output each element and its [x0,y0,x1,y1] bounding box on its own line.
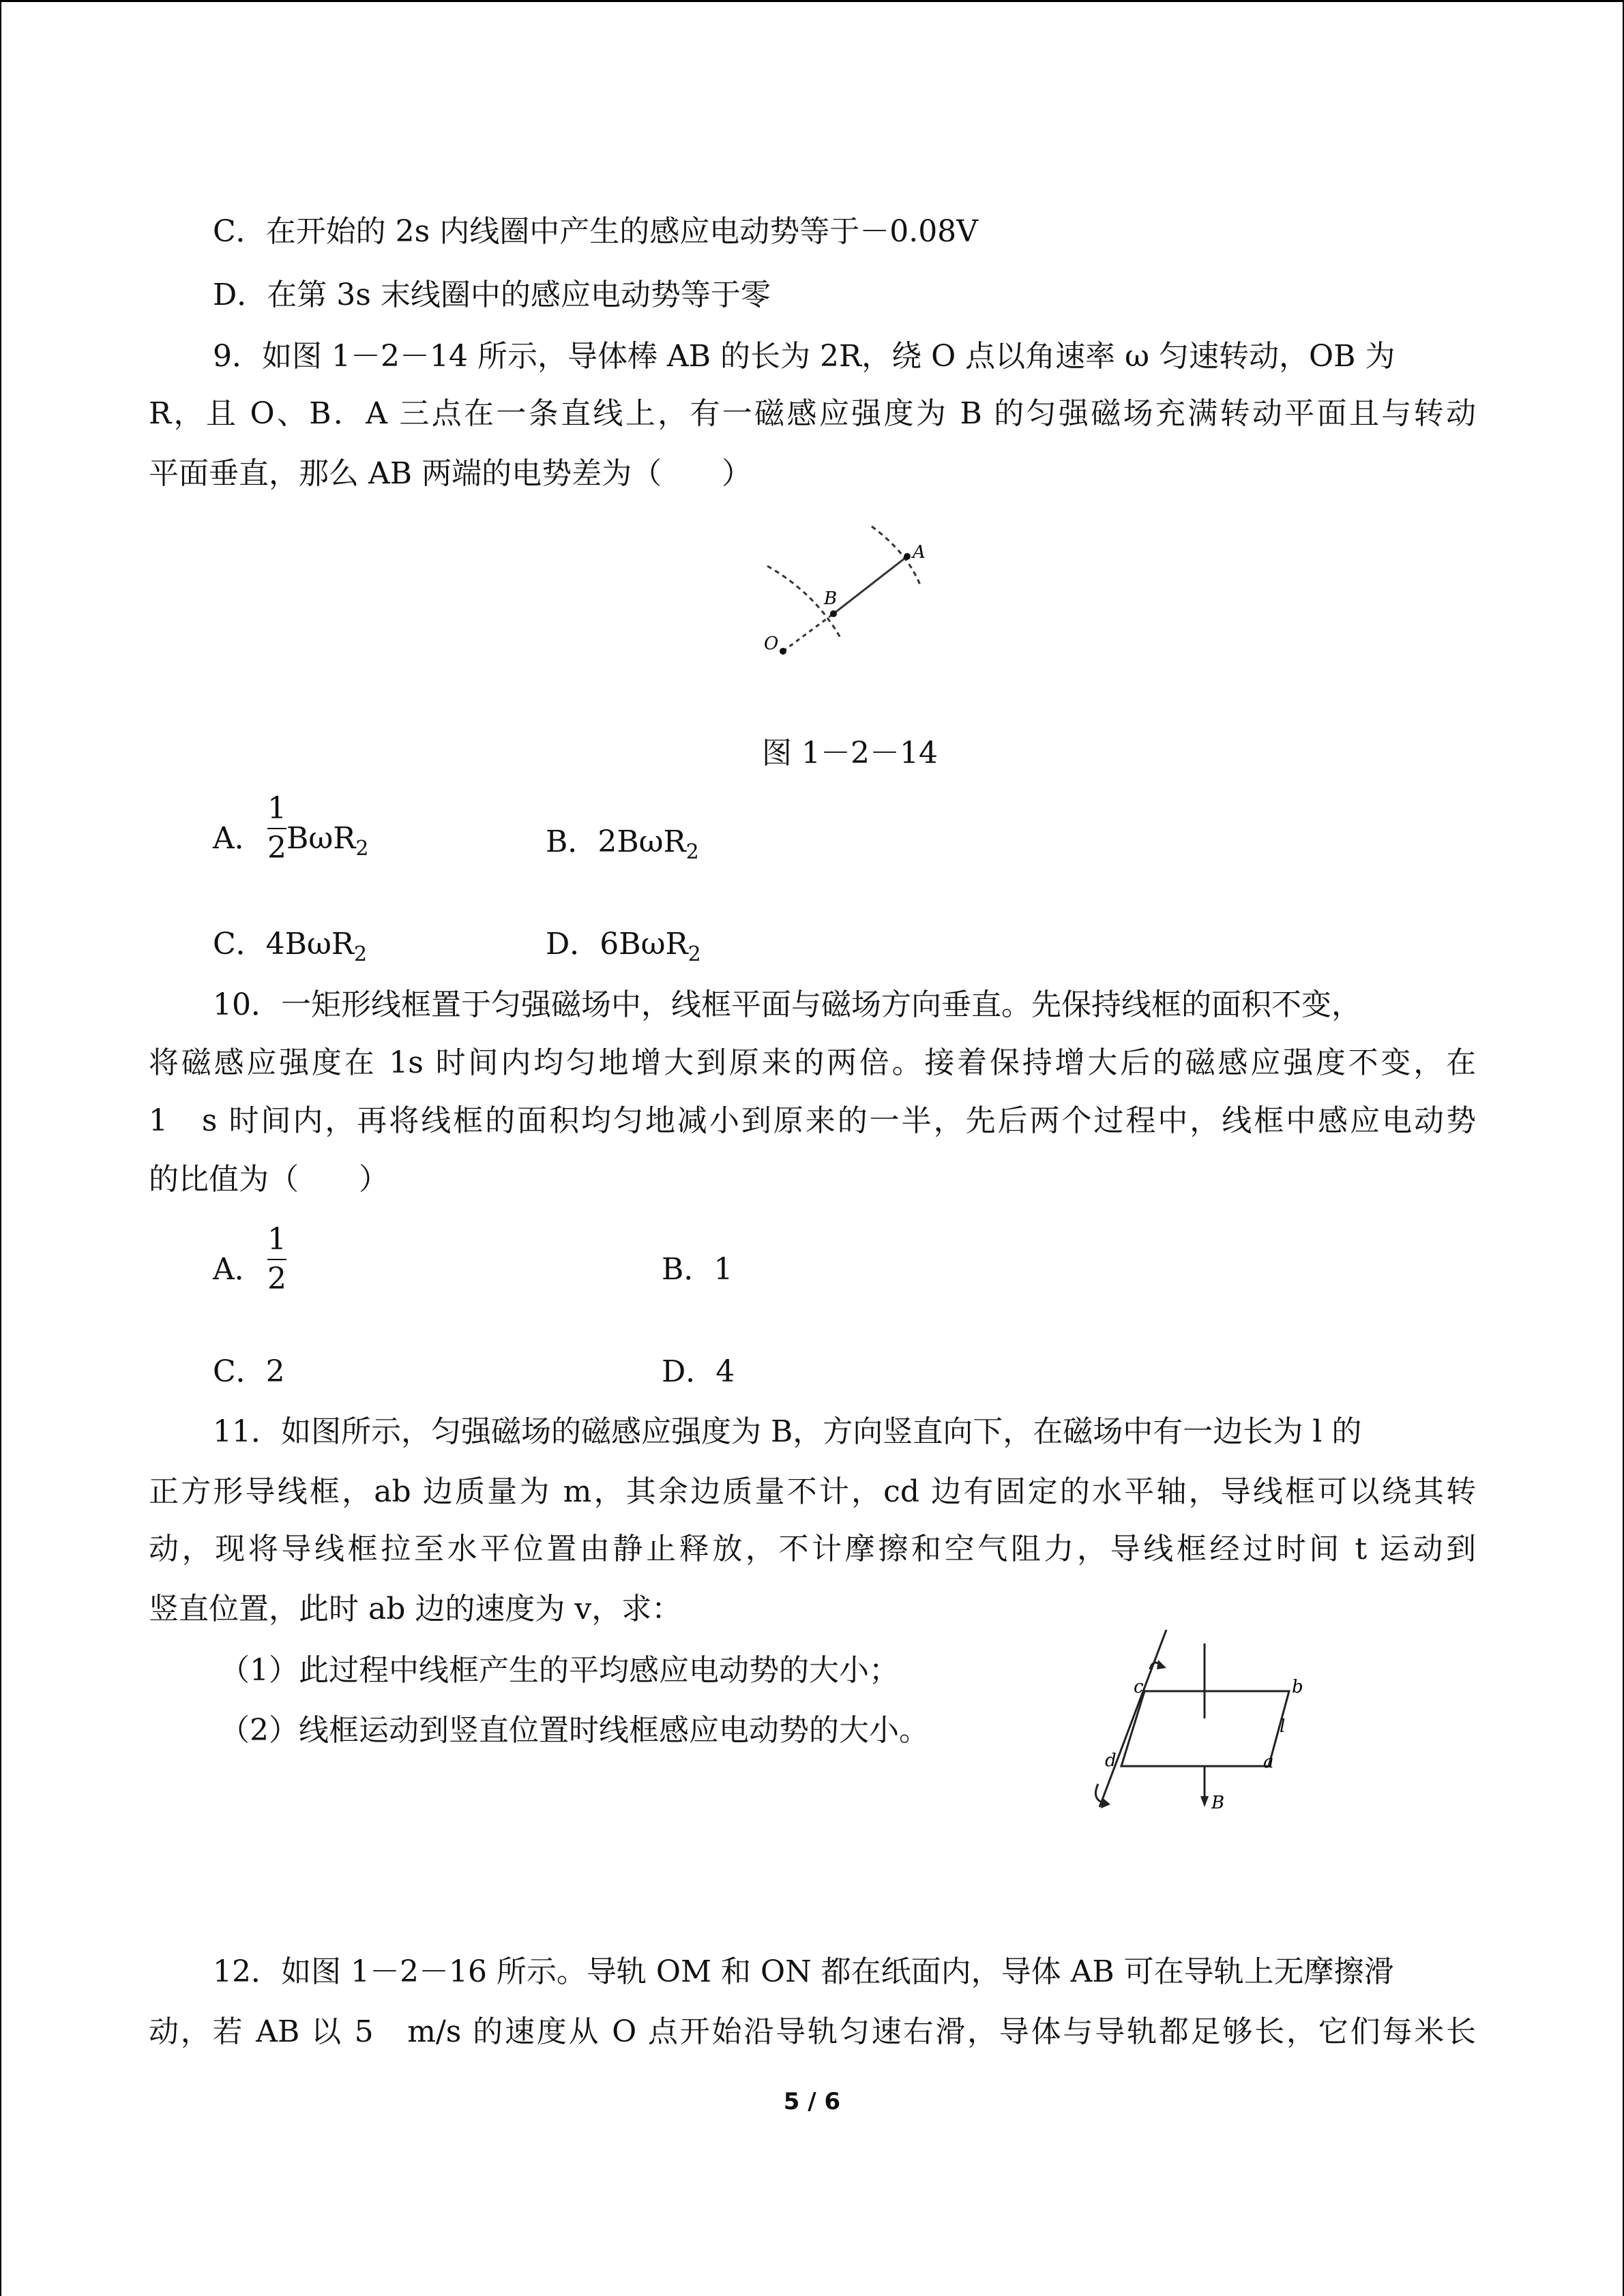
q12-line1: 12．如图 1－2－16 所示。导轨 OM 和 ON 都在纸面内，导体 AB 可在导轨上无摩擦滑 [213,1954,1394,1989]
q9-option-c [213,924,367,975]
q9-line2: R，且 O、B．A 三点在一条直线上，有一磁感应强度为 B 的匀强磁场充满转动平面且与转动 [149,396,1476,431]
q11-line4: 竖直位置，此时 ab 边的速度为 v，求： [149,1592,682,1626]
figure-1-2-14 [750,518,982,661]
axis-line [1099,1630,1166,1807]
label-b: B [824,588,838,609]
label-a: a [1263,1752,1274,1772]
q10-line3: 1 s 时间内，再将线框的面积均匀地减小到原来的一半，先后两个过程中，线框中感应电动势 [149,1103,1476,1138]
q8-option-d: D．在第 3s 末线圈中的感应电动势等于零 [213,278,771,312]
label-a: A [913,542,926,563]
label-field-b: B [1211,1793,1225,1813]
q11-line3: 动，现将导线框拉至水平位置由静止释放，不计摩擦和空气阻力，导线框经过时间 t 运动到 [149,1532,1476,1566]
figure-caption: 图 1－2－14 [762,736,938,771]
option-c-subscript: 2 [354,942,368,966]
label-o: O [764,633,779,654]
field-arrow-head [1200,1796,1209,1807]
q10-option-b: B．1 [662,1252,733,1287]
option-a-subscript: 2 [355,837,369,861]
q10-option-d: D．4 [662,1354,735,1389]
q9-option-d [546,924,701,975]
q9-option-a-prefix: A． [213,821,265,856]
rod-ab [833,556,907,614]
point-o [780,648,786,655]
fraction-bar [267,828,286,829]
q11-sub2: （2）线框运动到竖直位置时线框感应电动势的大小。 [220,1713,929,1748]
label-b: b [1292,1677,1303,1697]
label-l: l [1280,1716,1286,1737]
point-a [904,553,911,560]
q10-option-a-prefix: A． [213,1252,265,1287]
fraction-numerator: 1 [267,1222,286,1257]
label-d: d [1105,1750,1117,1771]
option-d-text: D．6BωR [546,927,688,961]
q9-line3: 平面垂直，那么 AB 两端的电势差为（ ） [149,456,752,491]
page-number: 5 / 6 [783,2088,841,2115]
q11-sub1: （1）此过程中线框产生的平均感应电动势的大小； [220,1653,899,1688]
q9-line1: 9．如图 1－2－14 所示，导体棒 AB 的长为 2R，绕 O 点以角速率 ω 匀速转动，OB 为 [213,339,1396,374]
q12-line2: 动，若 AB 以 5 m/s 的速度从 O 点开始沿导轨匀速右滑，导体与导轨都足够长，它们每米长 [149,2014,1476,2049]
q10-line4: 的比值为（ ） [149,1162,389,1197]
label-c: c [1134,1677,1144,1697]
fraction-numerator: 1 [267,791,286,826]
figure-square-frame [1084,1630,1330,1828]
q11-line2: 正方形导线框，ab 边质量为 m，其余边质量不计，cd 边有固定的水平轴，导线框可以绕其转 [149,1474,1476,1509]
q9-option-a-fraction [267,791,286,866]
option-a-text: BωR [286,821,356,856]
arrow-head-top [1157,1660,1166,1669]
option-b-text: B．2BωR [546,824,686,859]
q8-option-c: C．在开始的 2s 内线圈中产生的感应电动势等于－0.08V [213,214,978,249]
q9-option-b [546,822,699,873]
option-b-subscript: 2 [685,840,699,864]
q10-option-a-fraction [267,1222,286,1297]
q10-line2: 将磁感应强度在 1s 时间内均匀地增大到原来的两倍。接着保持增大后的磁感应强度不变，在 [149,1045,1476,1080]
q9-option-a [286,818,368,869]
q10-option-c: C．2 [213,1354,285,1389]
option-d-subscript: 2 [688,942,701,966]
fraction-denominator: 2 [267,831,286,865]
arrow-head-bottom [1101,1798,1110,1808]
q11-line1: 11．如图所示，匀强磁场的磁感应强度为 B，方向竖直向下，在磁场中有一边长为 l 的 [213,1414,1362,1449]
rod-ob [783,614,833,651]
point-b [830,610,837,617]
fraction-bar [267,1259,286,1260]
fraction-denominator: 2 [267,1262,286,1296]
q10-line1: 10．一矩形线框置于匀强磁场中，线框平面与磁场方向垂直。先保持线框的面积不变， [213,987,1361,1022]
option-c-text: C．4BωR [213,927,355,961]
